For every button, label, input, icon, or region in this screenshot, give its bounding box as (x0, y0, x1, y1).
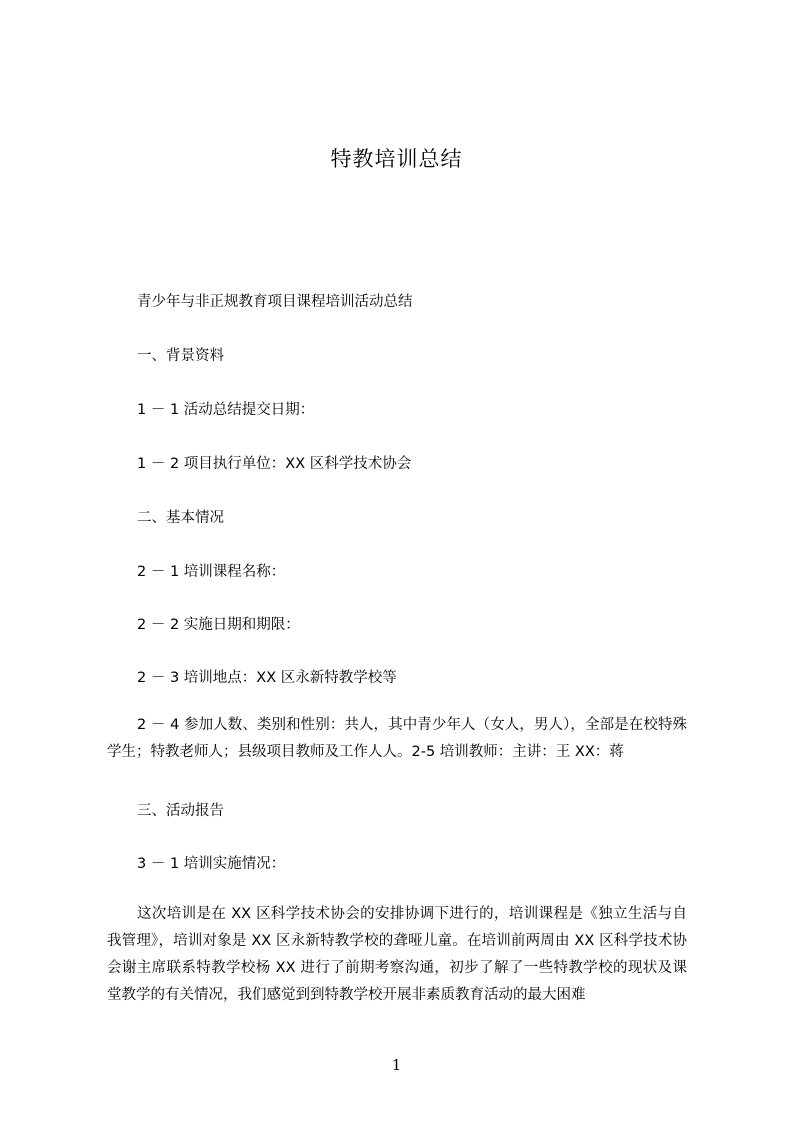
paragraph-participants: 2 － 4 参加人数、类别和性别：共人，其中青少年人（女人，男人），全部是在校特殊学生；特教老师人；县级项目教师及工作人人。2-5 培训教师：主讲：王 XX：蒋 (107, 717, 687, 760)
subtitle: 青少年与非正规教育项目课程培训活动总结 (137, 294, 413, 310)
section-heading-background: 一、背景资料 (137, 348, 224, 364)
item-3-1: 3 － 1 培训实施情况： (137, 856, 286, 872)
item-2-3: 2 － 3 培训地点：XX 区永新特教学校等 (137, 670, 397, 686)
document-title: 特教培训总结 (330, 147, 463, 171)
page-number: 1 (391, 1056, 402, 1074)
section-heading-activity-report: 三、活动报告 (137, 803, 224, 819)
item-2-1: 2 － 1 培训课程名称： (137, 564, 286, 580)
paragraph-report: 这次培训是在 XX 区科学技术协会的安排协调下进行的，培训课程是《独立生活与自我管理》，培训对象是 XX 区永新特教学校的聋哑儿童。在培训前两周由 XX 区科学技术协会谢主席联系特教学校杨 XX 进行了前期考察沟通，初步了解了一些特教学校的现状及课堂教学的有关情况，我们感觉到到特教学校开展非素质教育活动的最大困难 (107, 906, 687, 1003)
section-heading-basic-info: 二、基本情况 (137, 510, 224, 526)
item-1-2: 1 － 2 项目执行单位：XX 区科学技术协会 (137, 456, 412, 472)
item-2-2: 2 － 2 实施日期和期限： (137, 617, 300, 633)
item-1-1: 1 － 1 活动总结提交日期： (137, 402, 315, 418)
